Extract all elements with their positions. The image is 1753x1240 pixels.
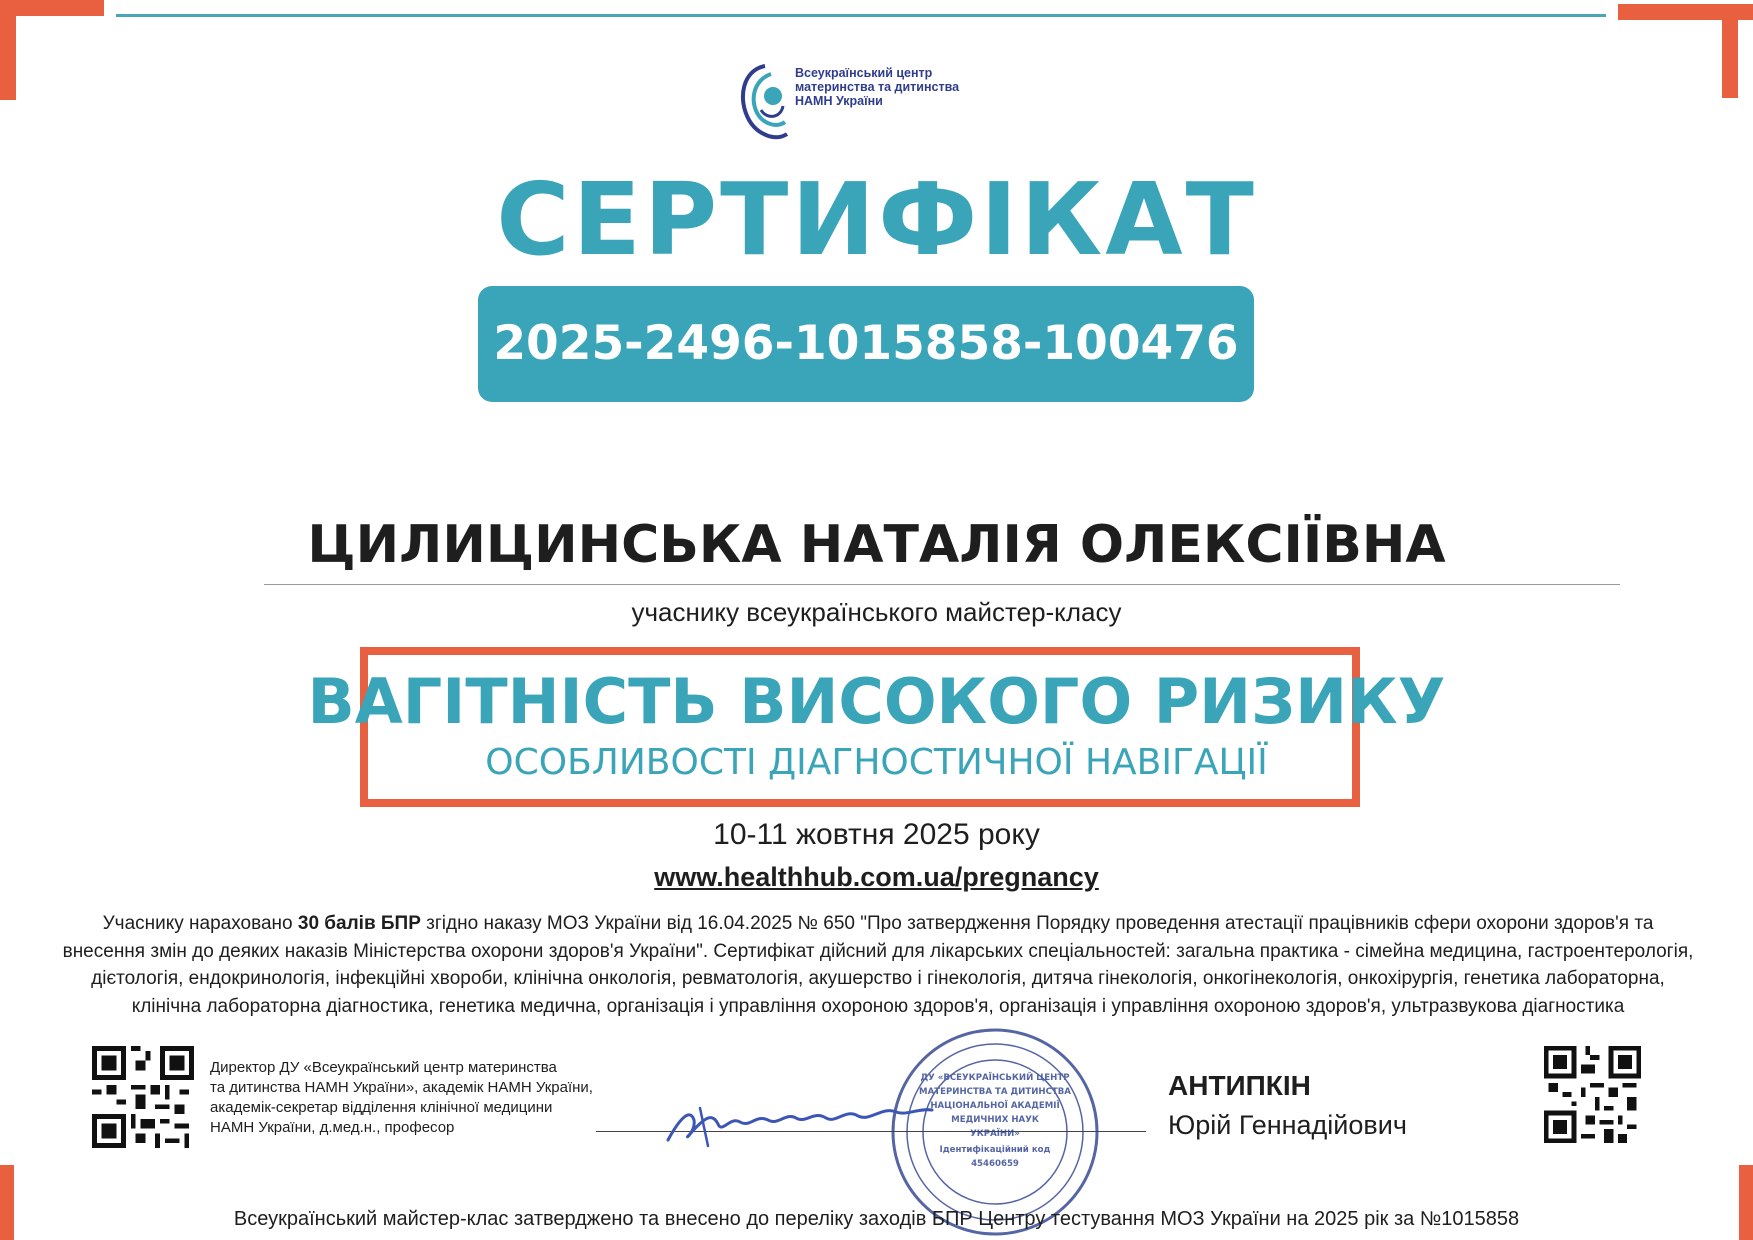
seal-line-5: УКРАЇНИ» [970,1129,1020,1139]
recipient-name: ЦИЛИЦИНСЬКА НАТАЛІЯ ОЛЕКСІЇВНА [307,515,1446,575]
seal-line-7: 45460659 [971,1159,1019,1169]
certificate-title: СЕРТИФІКАТ [496,161,1257,278]
mother-child-logo-icon [735,58,795,148]
body-prefix: Учаснику нараховано [102,913,298,934]
logo-line-1: Всеукраїнський центр [795,66,933,80]
director-line-2: та дитинства НАМН України», академік НАМН України, [210,1079,593,1096]
director-signature-icon [660,1088,960,1152]
event-url-link[interactable]: www.healthhub.com.ua/pregnancy [654,862,1099,892]
logo-caption [795,66,959,108]
frame-bottom [360,799,1360,807]
seal-line-4: МЕДИЧНИХ НАУК [951,1115,1039,1125]
seal-line-2: МАТЕРИНСТВА ТА ДИТИНСТВА [919,1087,1071,1097]
director-title-block [210,1058,640,1138]
recipient-role: учаснику всеукраїнського майстер-класу [631,597,1122,627]
logo-line-3: НАМН України [795,94,883,108]
corner-top-right-v [1722,4,1738,98]
seal-line-6: Ідентифікаційний код [939,1145,1051,1155]
signer-last-name: АНТИПКІН [1168,1070,1311,1101]
seal-line-1: ДУ «ВСЕУКРАЇНСЬКИЙ ЦЕНТР [920,1073,1070,1083]
signer-first-names: Юрій Геннадійович [1168,1110,1407,1140]
body-main-text: згідно наказу МОЗ України від 16.04.2025 № 650 "Про затвердження Порядку проведення атестації працівників сфери охорони здоров'я та внесення змін до деяких наказів Міністерства охорони здоров'я України". Сертифікат дійсний для лікарських спеціальностей: загальна практика - сімейна медицина, гастроентерологія, дієтологія, ендокринологія, інфекційні хвороби, клінічна онкологія, ревматологія, акушерство і гінекологія, дитяча гінекологія, онкогінекологія, онкохірургія, генетика лабораторна, клінічна лабораторна діагностика, генетика медична, організація і управління охороною здоров'я, організація і управління охороною здоров'я, ультразвукова діагностика [62,913,1694,1017]
logo-line-2: материнства та дитинства [795,80,960,94]
event-date: 10-11 жовтня 2025 року [713,818,1040,851]
body-points: 30 балів БПР [297,913,421,934]
name-underline [264,584,1620,585]
seal-line-3: НАЦІОНАЛЬНОЇ АКАДЕМІЇ [930,1101,1060,1111]
certificate-number-badge: 2025-2496-1015858-100476 [478,286,1254,402]
top-border-line [116,14,1606,17]
footer-note: Всеукраїнський майстер-клас затверджено та внесено до переліку заходів БПР Центру тестування МОЗ України на 2025 рік за №1015858 [233,1208,1520,1230]
qr-code-left-icon[interactable] [92,1046,194,1148]
frame-top [360,647,1360,655]
certificate-body-text [60,910,1696,1020]
event-title: ВАГІТНІСТЬ ВИСОКОГО РИЗИКУ [307,665,1446,738]
corner-top-left-v [0,0,16,100]
qr-code-right-icon[interactable] [1544,1046,1641,1143]
director-line-4: НАМН України, д.мед.н., професор [210,1119,455,1136]
institution-logo [735,58,1005,148]
director-line-1: Директор ДУ «Всеукраїнський центр материнства [210,1059,557,1076]
director-line-3: академік-секретар відділення клінічної медицини [210,1099,553,1116]
event-subtitle [0,741,1753,785]
event-subtitle-text: ОСОБЛИВОСТІ ДІАГНОСТИЧНОЇ НАВІГАЦІЇ [467,742,1285,783]
